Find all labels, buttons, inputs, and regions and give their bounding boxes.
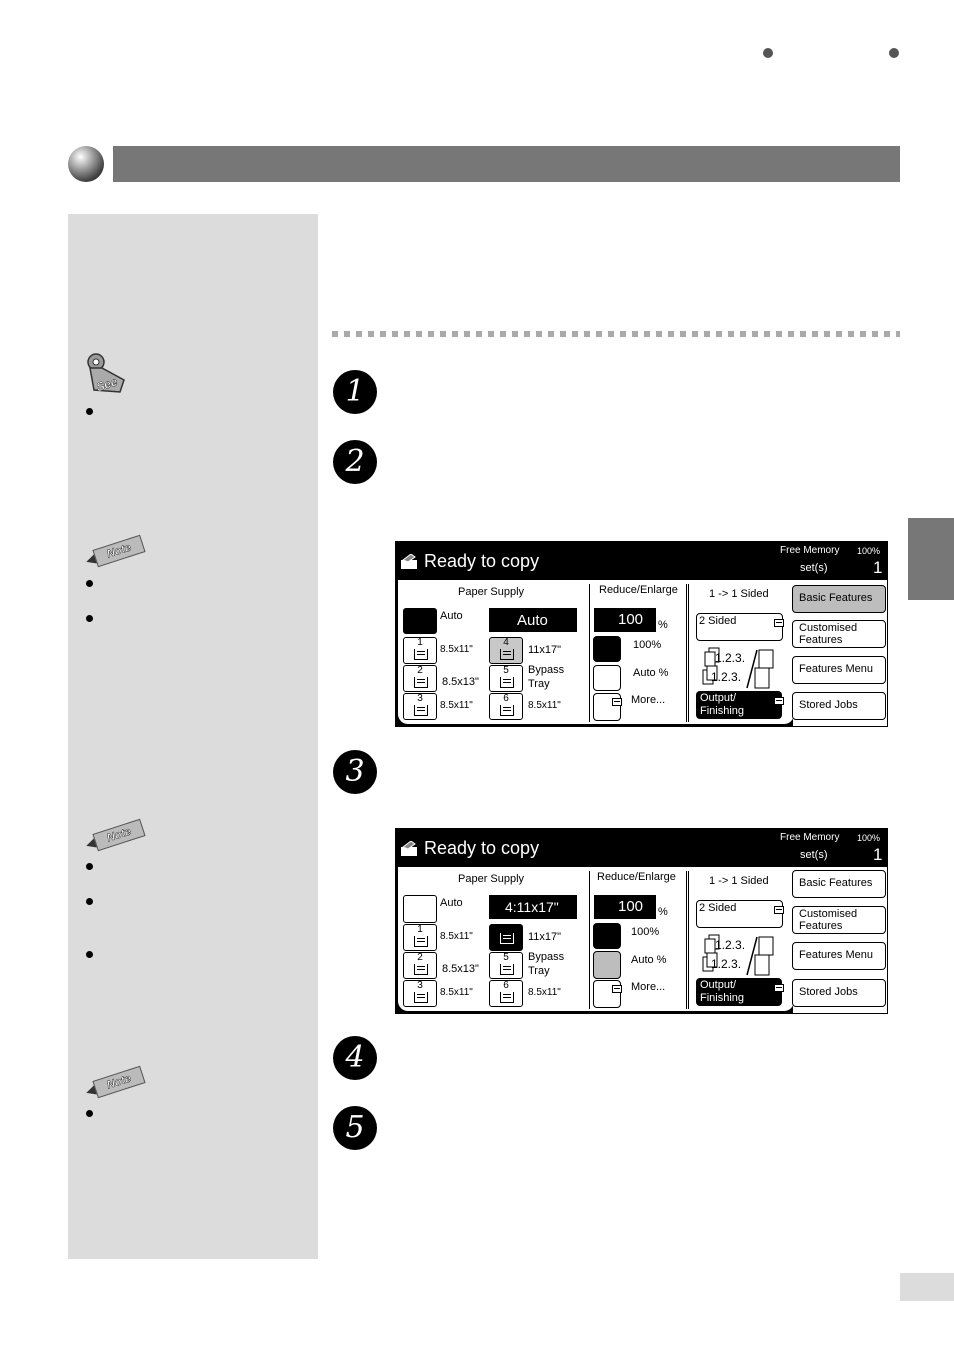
more-zoom-label: More... bbox=[631, 981, 666, 993]
dashed-divider bbox=[332, 331, 900, 337]
customised-features-tab[interactable] bbox=[792, 620, 886, 648]
tray-number: 4 bbox=[503, 637, 509, 648]
more-icon bbox=[774, 906, 784, 914]
sided-mode-label: 1 -> 1 Sided bbox=[709, 875, 769, 887]
customised-label-1: Customised bbox=[799, 908, 858, 920]
two-sided-label: 2 Sided bbox=[699, 902, 737, 914]
copier-status-icon bbox=[400, 554, 418, 570]
customised-label-2: Features bbox=[799, 634, 843, 646]
collate-text-a: 1.2.3. bbox=[715, 938, 746, 952]
sets-label: set(s) bbox=[800, 562, 828, 574]
reduce-enlarge-label: Reduce/Enlarge bbox=[599, 584, 678, 596]
tray-icon bbox=[500, 705, 514, 716]
sidebar-bullet bbox=[86, 863, 93, 870]
tray-number: 5 bbox=[503, 952, 509, 963]
zoom-100-button[interactable] bbox=[593, 923, 621, 949]
collation-diagram-icon bbox=[701, 931, 781, 977]
tray-icon bbox=[414, 705, 428, 716]
free-memory-value: 100% bbox=[857, 546, 881, 556]
sidebar-bullet bbox=[86, 1110, 93, 1117]
sidebar-bullet bbox=[86, 408, 93, 415]
tray-icon bbox=[414, 649, 428, 660]
auto-percent-label: Auto % bbox=[631, 954, 667, 966]
see-icon-text: See bbox=[94, 374, 120, 395]
zoom-value: 100 bbox=[618, 898, 644, 915]
basic-features-tab[interactable] bbox=[792, 585, 886, 613]
more-icon bbox=[774, 984, 784, 992]
tray-icon bbox=[414, 677, 428, 688]
tray-number: 3 bbox=[417, 980, 423, 991]
tray-2-size: 8.5x13" bbox=[442, 963, 479, 975]
note-pencil-icon bbox=[84, 824, 146, 850]
output-finishing-button[interactable] bbox=[696, 691, 782, 719]
collate-text-a: 1.2.3. bbox=[715, 651, 746, 665]
zoom-100-label: 100% bbox=[633, 639, 662, 651]
selected-paper-text: Auto bbox=[517, 612, 548, 629]
features-menu-label: Features Menu bbox=[799, 663, 873, 675]
step-number-circle-icon: 2 bbox=[333, 440, 377, 484]
tray-icon bbox=[414, 964, 428, 975]
tray-1-button[interactable] bbox=[403, 637, 437, 664]
step-number-circle-icon: 4 bbox=[333, 1036, 377, 1080]
customised-features-tab[interactable] bbox=[792, 906, 886, 934]
bypass-icon bbox=[500, 677, 514, 688]
more-zoom-button[interactable] bbox=[593, 980, 621, 1008]
sidebar-bullet bbox=[86, 898, 93, 905]
tray-1-button[interactable] bbox=[403, 924, 437, 951]
output-finishing-button[interactable] bbox=[696, 978, 782, 1006]
see-pin-icon bbox=[84, 352, 132, 396]
output-label-2: Finishing bbox=[700, 705, 745, 717]
reduce-enlarge-label: Reduce/Enlarge bbox=[597, 871, 676, 883]
bypass-label: Bypass bbox=[528, 664, 565, 676]
more-icon bbox=[612, 698, 622, 706]
output-label-1: Output/ bbox=[700, 692, 737, 704]
tray-2-size: 8.5x13" bbox=[442, 676, 479, 688]
tray-number: 1 bbox=[417, 637, 423, 648]
auto-paper-label: Auto bbox=[440, 610, 463, 622]
tray-3-size: 8.5x11" bbox=[440, 987, 473, 998]
copier-screen-2 bbox=[395, 828, 888, 1014]
sets-value: 1 bbox=[873, 845, 883, 864]
page-number-tab bbox=[900, 1273, 954, 1301]
tray-3-size: 8.5x11" bbox=[440, 700, 473, 711]
tray-number: 6 bbox=[503, 980, 509, 991]
copier-screen-1 bbox=[395, 541, 888, 727]
tray-3-button[interactable] bbox=[403, 980, 437, 1007]
auto-percent-label: Auto % bbox=[633, 667, 669, 679]
selected-paper-display bbox=[489, 895, 577, 919]
tray-4-button[interactable] bbox=[489, 924, 523, 951]
tray-number: 1 bbox=[417, 924, 423, 935]
status-text: Ready to copy bbox=[424, 838, 540, 858]
bypass-label: Bypass bbox=[528, 951, 565, 963]
auto-paper-button[interactable] bbox=[403, 895, 437, 923]
status-text: Ready to copy bbox=[424, 551, 540, 571]
basic-features-label: Basic Features bbox=[799, 592, 873, 604]
step-number-circle-icon: 1 bbox=[333, 370, 377, 414]
free-memory-label: Free Memory bbox=[780, 832, 840, 843]
customised-label-1: Customised bbox=[799, 622, 858, 634]
chapter-tab bbox=[908, 518, 954, 600]
status-bar bbox=[396, 829, 887, 867]
bypass-icon bbox=[500, 964, 514, 975]
step-number-circle-icon: 5 bbox=[333, 1106, 377, 1150]
zoom-value-display bbox=[594, 608, 656, 632]
note-icon-text: Note bbox=[105, 541, 133, 561]
auto-percent-button[interactable] bbox=[593, 951, 621, 979]
tray-number: 6 bbox=[503, 693, 509, 704]
paper-supply-label: Paper Supply bbox=[458, 586, 525, 598]
more-zoom-label: More... bbox=[631, 694, 666, 706]
tray-6-button[interactable] bbox=[489, 980, 523, 1007]
copier-status-icon bbox=[400, 841, 418, 857]
features-menu-label: Features Menu bbox=[799, 949, 873, 961]
stored-jobs-label: Stored Jobs bbox=[799, 699, 858, 711]
basic-features-label: Basic Features bbox=[799, 877, 873, 889]
tray-2-button[interactable] bbox=[403, 952, 437, 979]
sets-label: set(s) bbox=[800, 849, 828, 861]
note-pencil-icon bbox=[84, 540, 146, 566]
stored-jobs-tab[interactable] bbox=[792, 692, 886, 720]
tray-3-button[interactable] bbox=[403, 693, 437, 720]
sets-value: 1 bbox=[873, 558, 883, 577]
sided-mode-label: 1 -> 1 Sided bbox=[709, 588, 769, 600]
section-title-bar bbox=[113, 146, 900, 182]
status-bar bbox=[396, 542, 887, 580]
more-icon bbox=[774, 619, 784, 627]
tray-number: 2 bbox=[417, 952, 423, 963]
sidebar-bullet bbox=[86, 951, 93, 958]
tray-4-size: 11x17" bbox=[528, 644, 562, 656]
basic-features-tab[interactable] bbox=[792, 870, 886, 898]
free-memory-label: Free Memory bbox=[780, 545, 840, 556]
note-icon-text: Note bbox=[105, 825, 133, 845]
tray-number: 3 bbox=[417, 693, 423, 704]
tray-6-button[interactable] bbox=[489, 693, 523, 720]
two-sided-label: 2 Sided bbox=[699, 615, 737, 627]
header-dot-left bbox=[763, 48, 773, 58]
collation-diagram-icon bbox=[701, 644, 781, 690]
tray-5-button[interactable] bbox=[489, 952, 523, 979]
tray-icon bbox=[500, 933, 514, 944]
collate-text-b: 1.2.3. bbox=[711, 957, 742, 971]
collate-text-b: 1.2.3. bbox=[711, 670, 742, 684]
tray-icon bbox=[414, 992, 428, 1003]
tray-label: Tray bbox=[528, 965, 550, 977]
output-label-1: Output/ bbox=[700, 979, 737, 991]
two-sided-button[interactable] bbox=[696, 613, 783, 641]
auto-paper-button[interactable] bbox=[403, 608, 437, 634]
tray-6-size: 8.5x11" bbox=[528, 987, 561, 998]
selected-paper-display bbox=[489, 608, 577, 632]
section-title-ball-icon bbox=[68, 146, 104, 182]
more-icon bbox=[774, 697, 784, 705]
paper-supply-label: Paper Supply bbox=[458, 873, 525, 885]
note-icon-text: Note bbox=[105, 1072, 133, 1092]
tray-2-button[interactable] bbox=[403, 665, 437, 692]
more-icon bbox=[612, 985, 622, 993]
more-zoom-button[interactable] bbox=[593, 693, 621, 721]
free-memory-value: 100% bbox=[857, 833, 881, 843]
tray-5-button[interactable] bbox=[489, 665, 523, 692]
tray-4-size: 11x17" bbox=[528, 931, 562, 943]
tray-icon bbox=[500, 992, 514, 1003]
percent-sign: % bbox=[658, 619, 668, 631]
two-sided-button[interactable] bbox=[696, 900, 783, 928]
percent-sign: % bbox=[658, 906, 668, 918]
tray-1-size: 8.5x11" bbox=[440, 931, 473, 942]
tray-label: Tray bbox=[528, 678, 550, 690]
note-pencil-icon bbox=[84, 1071, 146, 1097]
tray-number: 2 bbox=[417, 665, 423, 676]
sidebar-bullet bbox=[86, 615, 93, 622]
stored-jobs-label: Stored Jobs bbox=[799, 986, 858, 998]
tray-icon bbox=[414, 936, 428, 947]
zoom-value: 100 bbox=[618, 611, 644, 628]
zoom-value-display bbox=[594, 895, 656, 919]
stored-jobs-tab[interactable] bbox=[792, 979, 886, 1007]
sidebar-bullet bbox=[86, 580, 93, 587]
tray-1-size: 8.5x11" bbox=[440, 644, 473, 655]
selected-paper-text: 4:11x17" bbox=[505, 899, 559, 915]
tray-4-button[interactable] bbox=[489, 637, 523, 664]
features-menu-tab[interactable] bbox=[792, 942, 886, 970]
auto-paper-label: Auto bbox=[440, 897, 463, 909]
output-label-2: Finishing bbox=[700, 992, 745, 1004]
auto-percent-button[interactable] bbox=[593, 665, 621, 691]
customised-label-2: Features bbox=[799, 920, 843, 932]
step-number-circle-icon: 3 bbox=[333, 750, 377, 794]
tray-icon bbox=[500, 649, 514, 660]
features-menu-tab[interactable] bbox=[792, 656, 886, 684]
tray-number: 5 bbox=[503, 665, 509, 676]
zoom-100-label: 100% bbox=[631, 926, 660, 938]
tray-6-size: 8.5x11" bbox=[528, 700, 561, 711]
zoom-100-button[interactable] bbox=[593, 636, 621, 662]
header-dot-right bbox=[889, 48, 899, 58]
